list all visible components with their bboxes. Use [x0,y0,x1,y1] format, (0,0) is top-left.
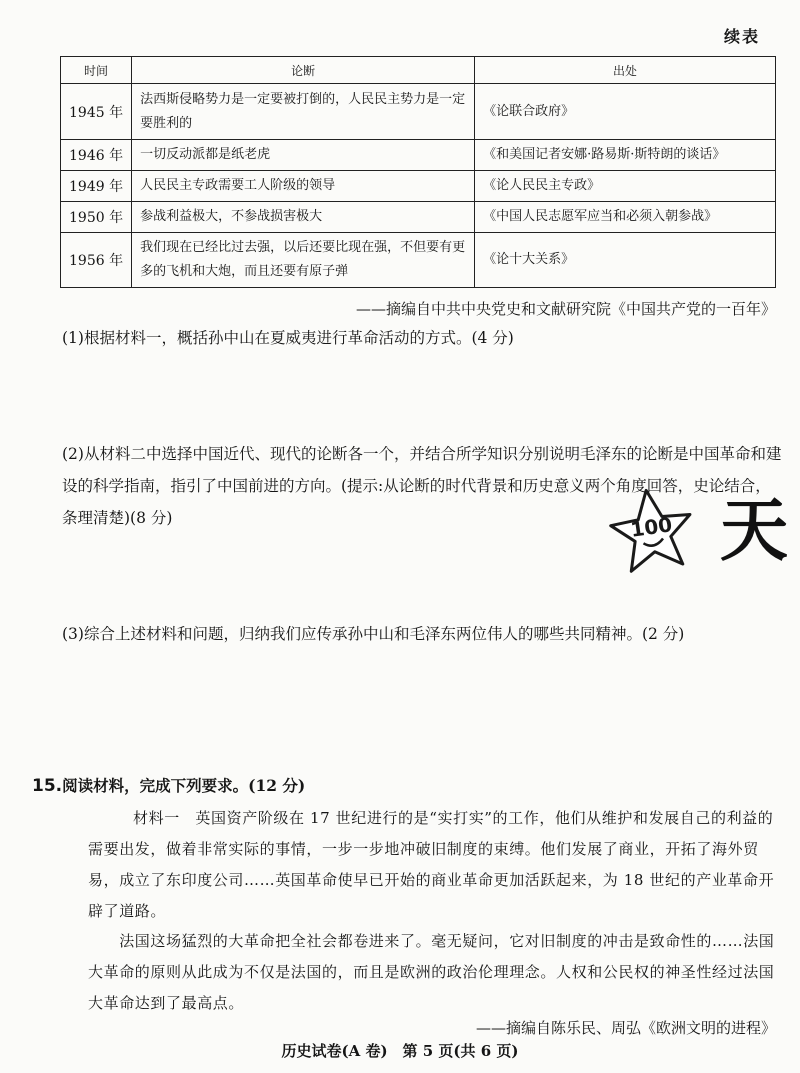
material-1-paragraph-2: 法国这场猛烈的大革命把全社会都卷进来了。毫无疑问，它对旧制度的冲击是致命性的……法国大革命的原则从此成为不仅是法国的，而且是欧洲的政治伦理理念。人权和公民权的神圣性经过法国大革命达到了最高点。 [88,932,775,1012]
continued-label: 续表 [723,27,760,46]
table-row [61,140,776,171]
header-claim: 论断 [132,57,475,84]
material-citation: ——摘编自陈乐民、周弘《欧洲文明的进程》 [475,1019,776,1037]
question-3: (3)综合上述材料和问题，归纳我们应传承孙中山和毛泽东两位伟人的哪些共同精神。(2 分) [62,625,685,643]
table-row [61,84,776,140]
row-source: 《中国人民志愿军应当和必须入朝参战》 [475,202,776,233]
row-claim: 我们现在已经比过去强，以后还要比现在强，不但要有更多的飞机和大炮，而且还要有原子弹 [132,233,475,288]
row-source: 《论人民民主专政》 [475,171,776,202]
table-row [61,202,776,233]
question-15-title: 阅读材料，完成下列要求。(12 分) [62,776,306,795]
row-claim: 一切反动派都是纸老虎 [132,140,475,171]
question-15-number: 15. [32,776,63,796]
row-source: 《论十大关系》 [475,233,776,288]
watermark-logo [596,484,800,580]
star-logo-icon [596,484,800,580]
row-year: 1946 年 [61,140,132,171]
table-citation: ——摘编自中共中央党史和文献研究院《中国共产党的一百年》 [355,300,776,318]
row-year: 1949 年 [61,171,132,202]
header-time: 时间 [61,57,132,84]
table-header-row [61,57,776,84]
statement-table [60,56,776,288]
row-year: 1950 年 [61,202,132,233]
header-source: 出处 [475,57,776,84]
table-row [61,171,776,202]
table-row [61,233,776,288]
question-15-heading [32,774,305,796]
row-claim: 人民民主专政需要工人阶级的领导 [132,171,475,202]
svg-text:天: 天 [719,492,789,571]
svg-text:100: 100 [628,512,674,542]
row-year: 1956 年 [61,233,132,288]
row-claim: 法西斯侵略势力是一定要被打倒的，人民民主势力是一定要胜利的 [132,84,475,140]
material-1-paragraph-1: 材料一 英国资产阶级在 17 世纪进行的是“实打实”的工作，他们从维护和发展自己的利益的需要出发，做着非常实际的事情，一步一步地冲破旧制度的束缚。他们发展了商业，开拓了海外贸易，成立了东印度公司……英国革命使早已开始的商业革命更加活跃起来，为 18 世纪的产业革命开辟了道路。 [88,809,775,920]
row-claim: 参战利益极大，不参战损害极大 [132,202,475,233]
question-2: (2)从材料二中选择中国近代、现代的论断各一个，并结合所学知识分别说明毛泽东的论断是中国革命和建设的科学指南，指引了中国前进的方向。(提示:从论断的时代背景和历史意义两个角度回答，史论结合，条理清楚)(8 分) [62,445,782,527]
row-source: 《论联合政府》 [475,84,776,140]
page-footer: 历史试卷(A 卷) 第 5 页(共 6 页) [281,1042,519,1060]
row-year: 1945 年 [61,84,132,140]
row-source: 《和美国记者安娜·路易斯·斯特朗的谈话》 [475,140,776,171]
question-1: (1)根据材料一，概括孙中山在夏威夷进行革命活动的方式。(4 分) [62,329,514,347]
